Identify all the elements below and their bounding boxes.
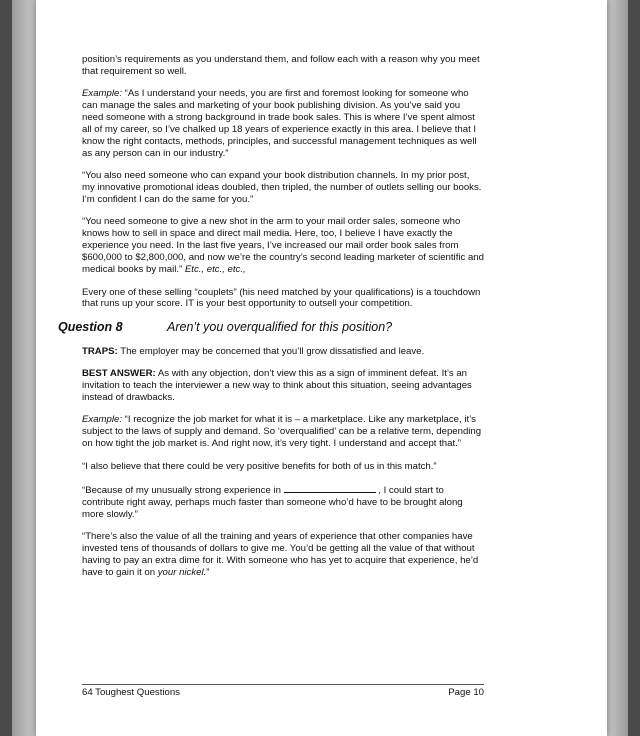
paragraph: Example: “I recognize the job market for what it is – a marketplace. Like any marketplace, it’s subject to the laws of supply and demand. So ‘overqualified’ can be a relative term, depending on how tight the job market is. And right now, it’s very tight. I understand and accept that.” bbox=[82, 414, 482, 450]
best-answer-paragraph: BEST ANSWER: As with any objection, don’t view this as a sign of imminent defeat. It’s an invitation to teach the interviewer a new way to think about this situation, seeing advantages instead of drawbacks. bbox=[82, 368, 472, 404]
question-heading bbox=[58, 320, 484, 334]
fill-in-blank bbox=[284, 483, 376, 493]
paragraph: “Because of my unusually strong experience in , I could start to contribute right away, perhaps much faster than someone who’d have to be brought along more slowly.” bbox=[82, 485, 463, 520]
page-footer bbox=[82, 684, 484, 698]
paragraph: “I also believe that there could be very positive benefits for both of us in this match.” bbox=[82, 460, 437, 472]
question-text: Aren’t you overqualified for this position? bbox=[167, 319, 393, 334]
question-label: Question 8 bbox=[58, 319, 123, 334]
traps-paragraph: TRAPS: The employer may be concerned that you’ll grow dissatisfied and leave. bbox=[82, 345, 425, 357]
paragraph: “You need someone to give a new shot in the arm to your mail order sales, someone who knows how to sell in space and direct mail media. Here, too, I believe I have exactly the experience you need. In the last five years, I’ve increased our mail order book sales from $600,000 to $2,800,000, and now we’re the country’s second leading marketer of scientific and medical books by mail.” Etc., etc., etc., bbox=[82, 216, 484, 276]
paragraph: “You also need someone who can expand your book distribution channels. In my prior post, my innovative promotional ideas doubled, then tripled, the number of outlets selling our books. I’m confident I can do the same for you.” bbox=[82, 170, 482, 206]
page-number: Page 10 bbox=[448, 687, 484, 698]
footer-title: 64 Toughest Questions bbox=[82, 687, 180, 698]
paragraph: position’s requirements as you understand them, and follow each with a reason why you meet that requirement so well. bbox=[82, 54, 480, 77]
page-content bbox=[58, 54, 484, 589]
paragraph: “There’s also the value of all the training and years of experience that other companies have invested tens of thousands of dollars to give me. You’d be getting all the value of that without having to pay an extra dime for it. With someone who has yet to acquire that experience, he’d have to gain it on your nickel.” bbox=[82, 531, 479, 578]
paragraph: Every one of these selling “couplets” (his need matched by your qualifications) is a touchdown that runs up your score. IT is your best opportunity to outsell your competition. bbox=[82, 286, 481, 310]
paragraph: Example: “As I understand your needs, you are first and foremost looking for someone who can manage the sales and marketing of your book publishing division. As you’ve said you need someone with a strong background in trade book sales. This is where I’ve spent almost all of my career, so I’ve chalked up 18 years of experience exactly in this area. I believe that I know the right contacts, methods, principles, and successful management techniques as well as any person can in our industry.” bbox=[82, 88, 477, 159]
